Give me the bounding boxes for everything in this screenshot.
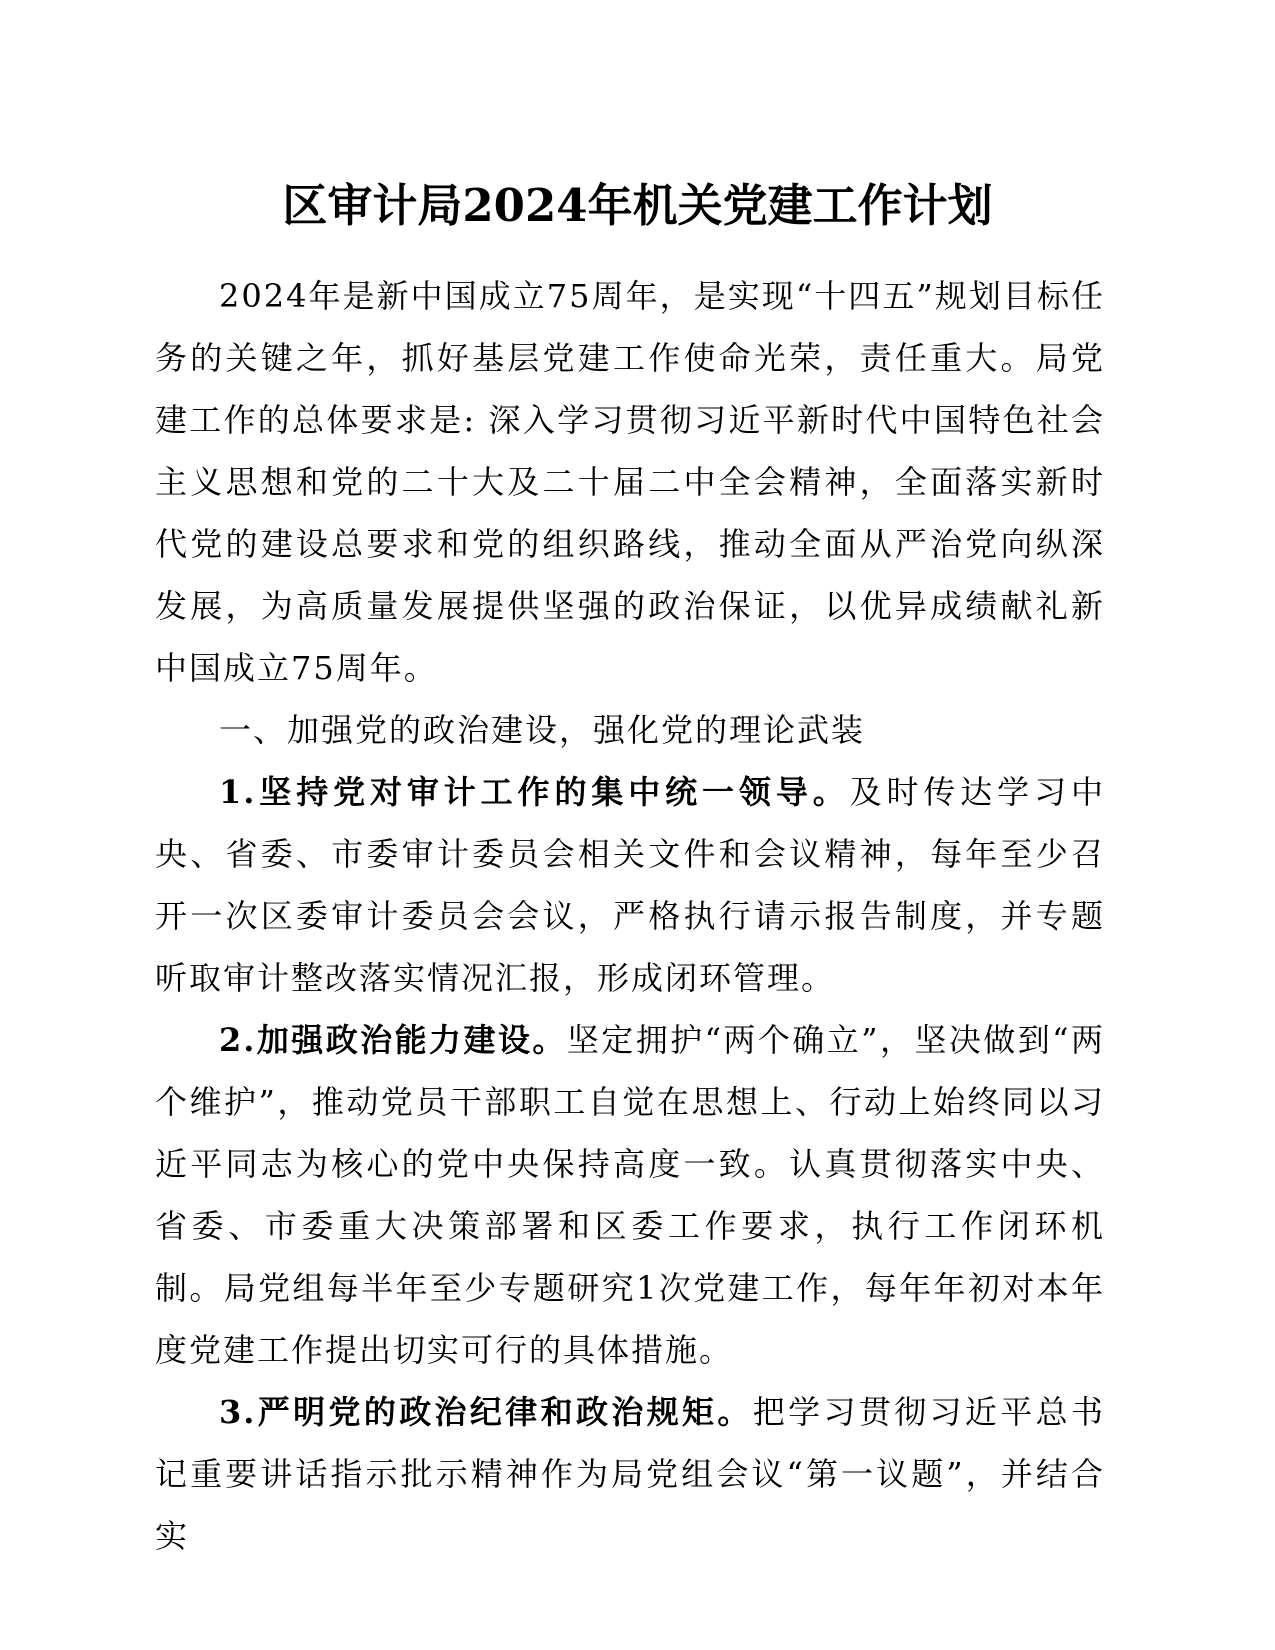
item-lead: 3.严明党的政治纪律和政治规矩。 <box>219 1393 753 1431</box>
item-paragraph-1 <box>155 761 1105 1009</box>
section-heading: 一、加强党的政治建设，强化党的理论武装 <box>219 711 866 749</box>
item-text: 坚定拥护“两个确立”，坚决做到“两个维护”，推动党员干部职工自觉在思想上、行动上始终同以习近平同志为核心的党中央保持高度一致。认真贯彻落实中央、省委、市委重大决策部署和区委工作要求，执行工作闭环机制。局党组每半年至少专题研究1次党建工作，每年年初对本年度党建工作提出切实可行的具体措施。 <box>155 1021 1105 1369</box>
document-body <box>155 265 1105 1567</box>
document-title: 区审计局2024年机关党建工作计划 <box>282 179 993 232</box>
item-lead: 2.加强政治能力建设。 <box>219 1021 567 1059</box>
item-lead: 1.坚持党对审计工作的集中统一领导。 <box>219 773 850 811</box>
item-paragraph-3 <box>155 1381 1105 1567</box>
item-paragraph-2 <box>155 1009 1105 1381</box>
item-text: 及时传达学习中央、省委、市委审计委员会相关文件和会议精神，每年至少召开一次区委审计委员会会议，严格执行请示报告制度，并专题听取审计整改落实情况汇报，形成闭环管理。 <box>155 773 1105 997</box>
item-text: 把学习贯彻习近平总书记重要讲话指示批示精神作为局党组会议“第一议题”，并结合实 <box>155 1393 1105 1555</box>
intro-paragraph: 2024年是新中国成立75周年，是实现“十四五”规划目标任务的关键之年，抓好基层党建工作使命光荣，责任重大。局党建工作的总体要求是: 深入学习贯彻习近平新时代中国特色社会主义思想和党的二十大及二十届二中全会精神，全面落实新时代党的建设总要求和党的组织路线，推动全面从严治党向纵深发展，为高质量发展提供坚强的政治保证，以优异成绩献礼新中国成立75周年。 <box>155 277 1105 687</box>
